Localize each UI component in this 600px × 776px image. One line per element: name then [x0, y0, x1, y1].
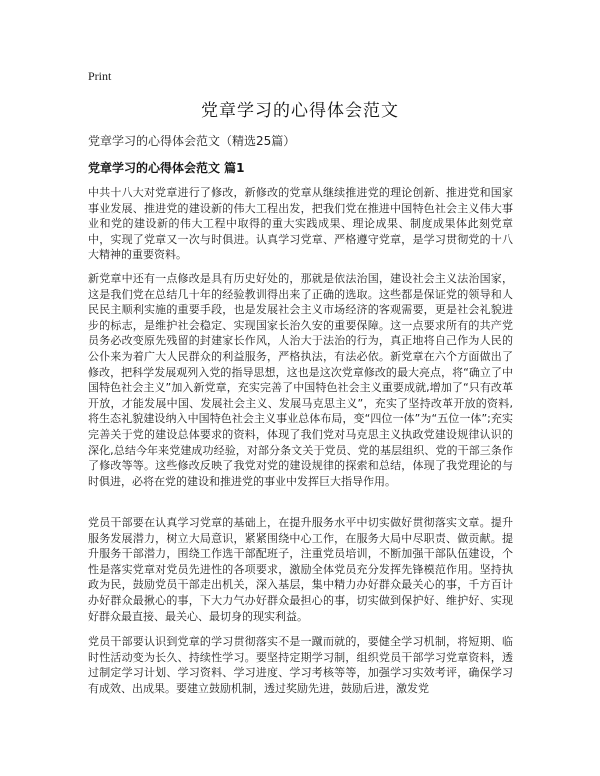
paragraph-2: 新党章中还有一点修改是具有历史好处的，那就是依法治国，建设社会主义法治国家，这是我们党在总结几十年的经验教训得出来了正确的选取。这些都是保证党的领导和人民民主顺利实施的重要手段，也是发展社会主义市场经济的客观需要，更是社会礼貌进步的标志，是维护社会稳定、实现国家长治久安的重要保障。这一点要求所有的共产党员务必改变原先残留的封建家长作风，人治大于法治的行为，真正地将自己作为人民的公仆来为着广大人民群众的利益服务，严格执法，有法必依。新党章在六个方面做出了修改，把科学发展观列入党的指导思想，这也是这次党章修改的最大亮点，将“确立了中国特色社会主义”加入新党章，充实完善了中国特色社会主义重要成就,增加了“只有改革开放，才能发展中国、发展社会主义、发展马克思主义”，充实了坚持改革开放的资料,将生态礼貌建设纳入中国特色社会主义事业总体布局，变“四位一体”为“五位一体”;充实完善关于党的建设总体要求的资料，体现了我们党对马克思主义执政党建设规律认识的深化,总结今年来党建成功经验，对部分条文关于党员、党的基层组织、党的干部三条作了修改等等。这些修改反映了我党对党的建设规律的探索和总结，体现了我党理论的与时俱进，必将在党的建设和推进党的事业中发挥巨大指导作用。	[88, 272, 513, 488]
section-heading: 党章学习的心得体会范文 篇1	[88, 161, 245, 175]
paragraph-4: 党员干部要认识到党章的学习贯彻落实不是一蹴而就的，要健全学习机制，将短期、临时性活动变为长久、持续性学习。要坚持定期学习制，组织党员干部学习党章资料，透过制定学习计划、学习资料、学习进度、学习考核等等，加强学习实效考评，确保学习有成效、出成果。要建立鼓励机制，透过奖励先进，鼓励后进，激发党	[88, 635, 513, 695]
print-link[interactable]: Print	[88, 69, 112, 83]
paragraph-3: 党员干部要在认真学习党章的基础上，在提升服务水平中切实做好贯彻落实文章。提升服务发展潜力，树立大局意识，紧紧围绕中心工作，在服务大局中尽职责、做贡献。提升服务干部潜力，围绕工作选干部配班子，注重党员培训，不断加强干部队伍建设，个性是落实党章对党员先进性的各项要求，激励全体党员充分发挥先锋模范作用。坚持执政为民，鼓励党员干部走出机关，深入基层，集中精力办好群众最关心的事，千方百计办好群众最揪心的事，下大力气办好群众最担心的事，切实做到保护好、维护好、实现好群众最直接、最关心、最切身的现实利益。	[88, 516, 513, 623]
paragraph-1: 中共十八大对党章进行了修改，新修改的党章从继续推进党的理论创新、推进党和国家事业发展、推进党的建设新的伟大工程出发，把我们党在推进中国特色社会主义伟大事业和党的建设新的伟大工程中取得的重大实践成果、理论成果、制度成果体此刻党章中，实现了党章又一次与时俱进。认真学习党章、严格遵守党章，是学习贯彻党的十八大精神的重要资料。	[88, 186, 513, 262]
document-title: 党章学习的心得体会范文	[201, 101, 399, 121]
document-subtitle: 党章学习的心得体会范文（精选25篇）	[88, 134, 296, 148]
